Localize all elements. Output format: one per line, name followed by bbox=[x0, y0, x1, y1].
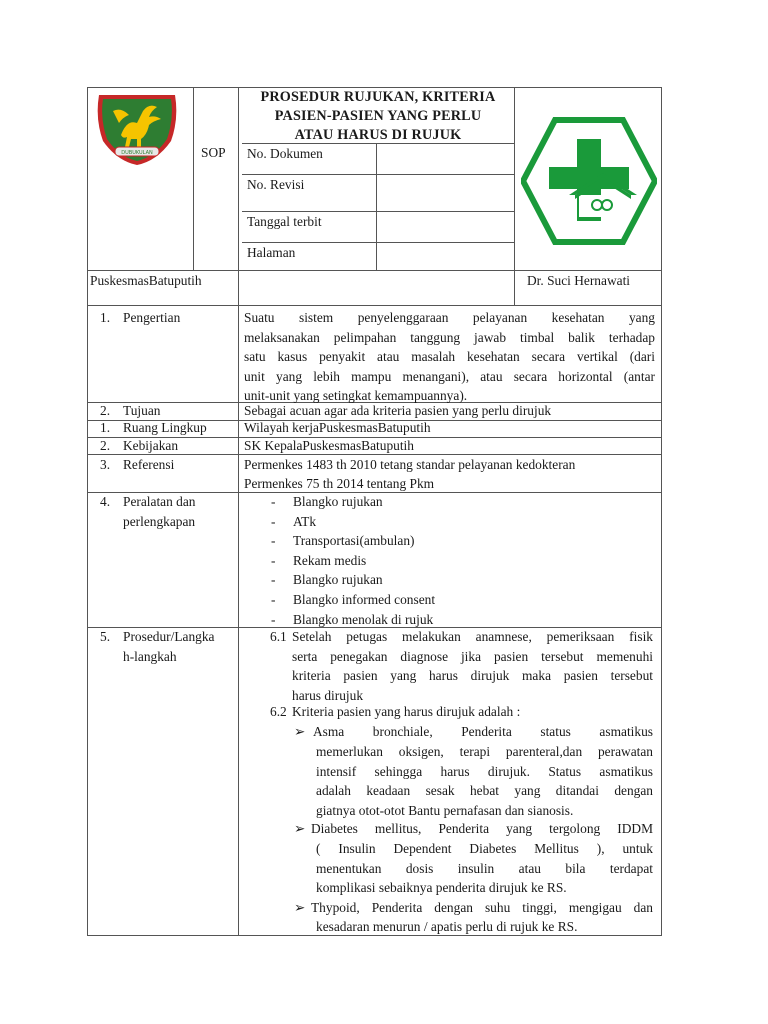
step-number: 6.2 bbox=[270, 704, 287, 719]
section-num: 4. bbox=[100, 494, 111, 509]
criterion-line: ( Insulin Dependent Diabetes Mellitus ), untuk bbox=[316, 841, 653, 856]
step-6-1-text bbox=[292, 627, 653, 705]
peralatan-list bbox=[271, 492, 436, 629]
criterion-diabetes bbox=[311, 819, 653, 839]
kebijakan-text: SK KepalaPuskesmasBatuputih bbox=[244, 438, 414, 453]
arrow-bullet-icon: ➢ bbox=[294, 821, 306, 836]
kabupaten-emblem-logo bbox=[91, 89, 183, 167]
rule-signature-bottom bbox=[87, 305, 661, 306]
pengertian-line: unit-unit yang setingkat kemampuannya). bbox=[244, 388, 468, 404]
section-num: 2. bbox=[100, 438, 111, 453]
arrow-bullet-icon: ➢ bbox=[294, 724, 306, 739]
page-title bbox=[242, 88, 514, 145]
rule-label-content bbox=[238, 87, 239, 936]
list-item bbox=[271, 512, 435, 532]
criterion-line: giatnya otot-otot Bantu pernafasan dan sianosis. bbox=[316, 802, 574, 818]
section-num: 1. bbox=[100, 420, 111, 435]
criterion-diabetes-cont bbox=[316, 839, 653, 898]
list-item bbox=[271, 492, 435, 512]
step-6-2-text: Kriteria pasien yang harus dirujuk adalah : bbox=[292, 704, 521, 719]
dash-bullet: - bbox=[271, 611, 276, 627]
list-item bbox=[271, 590, 436, 610]
field-no-dokumen: No. Dokumen bbox=[247, 146, 323, 161]
pengertian-line: unit yang lebih mampu menangani), atau secara horizontal (antar bbox=[244, 368, 655, 384]
section-label-tujuan: Tujuan bbox=[123, 403, 161, 418]
dash-bullet: - bbox=[271, 513, 276, 529]
rule-logo-sop bbox=[193, 87, 194, 271]
section-label-ruang-lingkup: Ruang Lingkup bbox=[123, 420, 207, 435]
emblem-banner-text: DUBUKULAN bbox=[121, 150, 153, 156]
criterion-asma bbox=[313, 722, 653, 742]
section-num: 1. bbox=[100, 310, 111, 325]
criterion-line: intensif sehingga harus dirujuk. Status asmatikus bbox=[316, 763, 653, 779]
dash-bullet: - bbox=[271, 591, 276, 607]
section-label-kebijakan: Kebijakan bbox=[123, 438, 179, 453]
step-line: kriteria pasien yang harus dirujuk maka pasien tersebut bbox=[292, 668, 653, 684]
field-halaman: Halaman bbox=[247, 245, 296, 260]
dash-bullet: - bbox=[271, 552, 276, 568]
step-line: Setelah petugas melakukan anamnese, pemeriksaan fisik bbox=[292, 629, 653, 644]
puskesmas-logo bbox=[521, 117, 657, 245]
list-item-text: ATk bbox=[293, 513, 317, 529]
section-label-prosedur: Prosedur/Langka bbox=[123, 629, 215, 644]
dash-bullet: - bbox=[271, 572, 276, 588]
institution-name: PuskesmasBatuputih bbox=[90, 273, 202, 288]
list-item bbox=[271, 551, 435, 571]
field-tanggal-terbit: Tanggal terbit bbox=[247, 214, 322, 229]
list-item bbox=[271, 531, 435, 551]
section-label-prosedur-2: h-langkah bbox=[123, 649, 177, 664]
criterion-line: komplikasi sebaiknya penderita dirujuk ke RS. bbox=[316, 880, 567, 896]
criterion-line: Diabetes mellitus, Penderita yang tergolong IDDM bbox=[311, 821, 653, 836]
signatory-name: Dr. Suci Hernawati bbox=[527, 273, 631, 288]
sop-label: SOP bbox=[201, 145, 226, 160]
criterion-line: menentukan dosis insulin atau bila terdapat bbox=[316, 860, 653, 876]
pengertian-text bbox=[244, 308, 655, 406]
section-num: 2. bbox=[100, 403, 111, 418]
tujuan-text: Sebagai acuan agar ada kriteria pasien yang perlu dirujuk bbox=[244, 403, 552, 418]
list-item-text: Blangko rujukan bbox=[293, 494, 383, 509]
criterion-line: Thypoid, Penderita dengan suhu tinggi, mengigau dan bbox=[311, 900, 653, 915]
pengertian-line: Suatu sistem penyelenggaraan pelayanan kesehatan yang bbox=[244, 310, 655, 325]
section-label-referensi: Referensi bbox=[123, 457, 175, 472]
border-right bbox=[661, 87, 662, 936]
list-item-text: Transportasi(ambulan) bbox=[293, 533, 415, 549]
criterion-line: memerlukan oksigen, terapi parenteral,dan perawatan bbox=[316, 744, 653, 759]
referensi-line: Permenkes 75 th 2014 tentang Pkm bbox=[244, 476, 435, 491]
title-line-1: PROSEDUR RUJUKAN, KRITERIA bbox=[260, 89, 496, 105]
dash-bullet: - bbox=[271, 494, 276, 509]
ruang-lingkup-text: Wilayah kerjaPuskesmasBatuputih bbox=[244, 420, 431, 435]
criterion-line: adalah keadaan sesak hebat yang ditandai dengan bbox=[316, 783, 653, 799]
rule-field-value bbox=[376, 143, 377, 271]
criterion-line: Asma bronchiale, Penderita status asmatikus bbox=[313, 724, 653, 739]
section-num: 5. bbox=[100, 629, 111, 644]
step-line: serta penegakan diagnose jika pasien tersebut memenuhi bbox=[292, 648, 653, 664]
rule-content-logo bbox=[514, 87, 515, 306]
list-item-text: Blangko rujukan bbox=[293, 572, 383, 588]
referensi-line: Permenkes 1483 th 2010 tetang standar pelayanan kedokteran bbox=[244, 457, 576, 472]
dash-bullet: - bbox=[271, 533, 276, 549]
border-left bbox=[87, 87, 88, 936]
pengertian-line: melaksanakan pelimpahan tanggung jawab timbal balik terhadap bbox=[244, 329, 655, 345]
field-no-revisi: No. Revisi bbox=[247, 177, 305, 192]
list-item bbox=[271, 570, 435, 590]
criterion-line: kesadaran menurun / apatis perlu di rujuk ke RS. bbox=[316, 919, 578, 934]
pengertian-line: satu kasus penyakit atau masalah kesehatan secara vertikal (dari bbox=[244, 349, 655, 365]
list-item-text: Blangko informed consent bbox=[293, 591, 436, 607]
step-number: 6.1 bbox=[270, 629, 287, 644]
section-num: 3. bbox=[100, 457, 111, 472]
criterion-thypoid bbox=[311, 898, 653, 918]
section-label-pengertian: Pengertian bbox=[123, 310, 181, 325]
section-label-peralatan-2: perlengkapan bbox=[123, 514, 196, 529]
step-line: harus dirujuk bbox=[292, 687, 364, 703]
section-label-peralatan: Peralatan dan bbox=[123, 494, 196, 509]
title-line-2: PASIEN-PASIEN YANG PERLU bbox=[274, 108, 482, 124]
list-item-text: Rekam medis bbox=[293, 552, 367, 568]
list-item-text: Blangko menolak di rujuk bbox=[293, 611, 434, 627]
criterion-asma-cont bbox=[316, 742, 653, 820]
title-line-3: ATAU HARUS DI RUJUK bbox=[294, 127, 462, 143]
arrow-bullet-icon: ➢ bbox=[294, 900, 306, 915]
